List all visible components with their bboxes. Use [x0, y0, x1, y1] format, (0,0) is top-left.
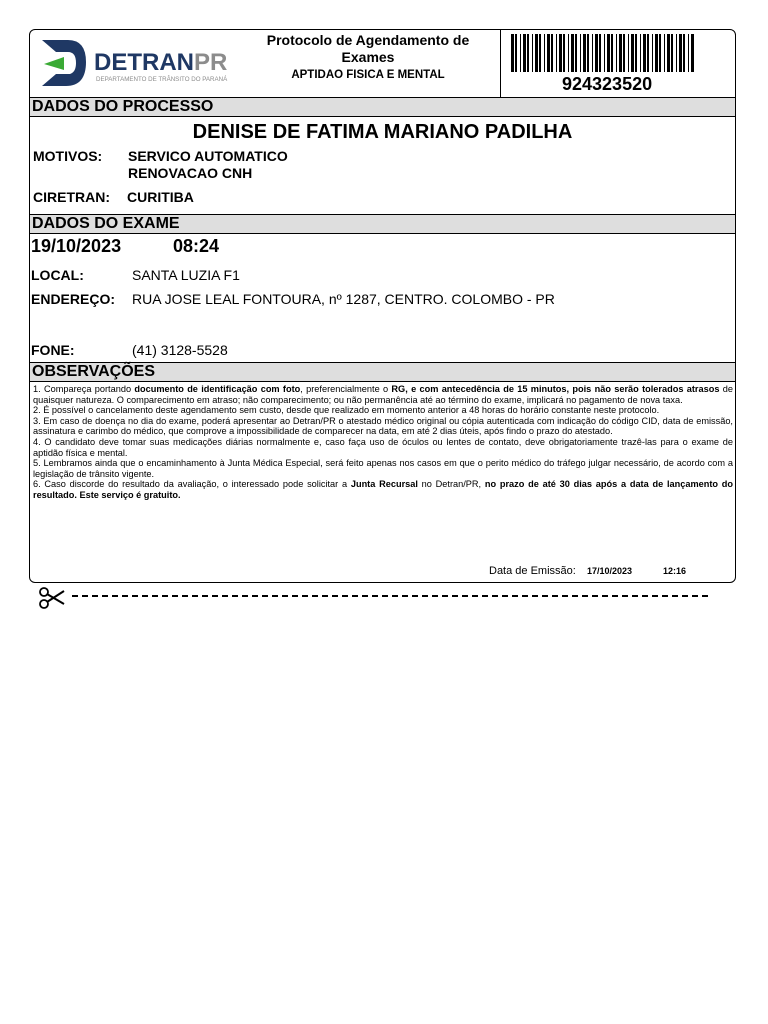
barcode-bar: [559, 34, 562, 72]
barcode-bar: [664, 34, 665, 72]
obs-item: 5. Lembramos ainda que o encaminhamento à Junta Médica Especial, será feito apenas nos casos em que o perito médico do tráfego julgar necessário, de acordo com a legislação de trânsito vigente.: [33, 458, 733, 479]
protocol-card: [29, 29, 736, 583]
local-label: LOCAL:: [31, 267, 84, 283]
barcode-bar: [583, 34, 586, 72]
barcode-bar: [556, 34, 557, 72]
barcode-bar: [623, 34, 625, 72]
barcode-bar: [691, 34, 694, 72]
barcode-bar: [551, 34, 553, 72]
barcode-bar: [667, 34, 670, 72]
barcode-bar: [640, 34, 641, 72]
barcode-bar: [655, 34, 658, 72]
barcode-bar: [568, 34, 569, 72]
fone-label: FONE:: [31, 342, 75, 358]
barcode-bar: [635, 34, 637, 72]
emissao-label: Data de Emissão:: [489, 565, 576, 577]
fone-value: (41) 3128-5528: [132, 342, 228, 358]
obs-item: 3. Em caso de doença no dia do exame, poderá apresentar ao Detran/PR o atestado médico original ou cópia autenticada com indicação do código CID, data de emissão, assinatura e carimbo do médico, que comprove a impossibilidade de comparecer na data, em até 2 dias úteis, após findo o prazo do atestado.: [33, 415, 733, 437]
barcode-bar: [587, 34, 589, 72]
barcode-bar: [520, 34, 521, 72]
barcode-bar: [604, 34, 605, 72]
barcode-bar: [544, 34, 545, 72]
barcode-bar: [631, 34, 634, 72]
barcode-bar: [532, 34, 533, 72]
obs-item: 6. Caso discorde do resultado da avaliação, o interessado pode solicitar a Junta Recursal no Detran/PR, no prazo de até 30 dias após a data de lançamento do resultado. Este serviço é gratuito.: [33, 479, 733, 500]
barcode-bar: [575, 34, 577, 72]
svg-text:DETRANPR: [94, 49, 227, 76]
barcode-bar: [599, 34, 601, 72]
local-value: SANTA LUZIA F1: [132, 267, 240, 283]
barcode-bar: [647, 34, 649, 72]
protocol-number: 924323520: [562, 74, 653, 94]
barcode-bar: [683, 34, 685, 72]
detran-logo: [40, 36, 240, 92]
barcode-bar: [595, 34, 598, 72]
section-observacoes: OBSERVAÇÕES: [30, 362, 735, 382]
barcode-bar: [611, 34, 613, 72]
exam-time: 08:24: [173, 236, 220, 256]
detran-arrow-logo-icon: [40, 36, 240, 92]
applicant-name: DENISE DE FATIMA MARIANO PADILHA: [192, 121, 573, 143]
barcode-bar: [563, 34, 565, 72]
obs-item: 1. Compareça portando documento de identificação com foto, preferencialmente o RG, e com antecedência de 15 minutos, pois não serão tolerados atrasos de quaisquer natureza. O comparecimento em atraso; não comparecimento; ou não permanência até ao término do exame, implicará no pagamento de nova taxa.: [33, 384, 733, 405]
scissors-icon: [38, 586, 68, 610]
section-dados-processo: DADOS DO PROCESSO: [30, 97, 735, 117]
endereco-label: ENDEREÇO:: [31, 291, 116, 307]
barcode-box: [500, 30, 736, 97]
barcode-bar: [607, 34, 610, 72]
section-dados-exame: DADOS DO EXAME: [30, 214, 735, 234]
exam-date: 19/10/2023: [31, 236, 122, 256]
barcode-bar: [547, 34, 550, 72]
ciretran-label: CIRETRAN:: [33, 189, 110, 205]
logo-sub: DEPARTAMENTO DE TRÂNSITO DO PARANÁ: [96, 76, 228, 83]
barcode-bar: [592, 34, 593, 72]
barcode-bar: [628, 34, 629, 72]
emissao-time: 12:16: [663, 566, 687, 576]
cut-line: [72, 595, 708, 597]
motivos-label: MOTIVOS:: [33, 148, 103, 164]
barcode-bar: [619, 34, 622, 72]
barcode-bar: [616, 34, 617, 72]
barcode-bar: [523, 34, 526, 72]
barcode-bar: [511, 34, 514, 72]
header: [30, 30, 735, 97]
logo-suffix: PR: [194, 49, 228, 76]
barcode-bar: [659, 34, 661, 72]
barcode: [511, 34, 696, 72]
barcode-bar: [671, 34, 673, 72]
emissao-date: 17/10/2023: [587, 566, 633, 576]
barcode-bar: [571, 34, 574, 72]
document-subtitle: APTIDAO FISICA E MENTAL: [291, 69, 445, 81]
barcode-bar: [679, 34, 682, 72]
document-title: Protocolo de Agendamento de Exames: [266, 32, 470, 65]
barcode-bar: [535, 34, 538, 72]
barcode-bar: [676, 34, 677, 72]
barcode-bar: [643, 34, 646, 72]
barcode-bar: [652, 34, 653, 72]
ciretran-value: CURITIBA: [127, 189, 194, 205]
endereco-value: RUA JOSE LEAL FONTOURA, nº 1287, CENTRO. COLOMBO - PR: [132, 291, 555, 307]
barcode-bar: [527, 34, 529, 72]
barcode-bar: [688, 34, 689, 72]
barcode-bar: [539, 34, 541, 72]
obs-item: 4. O candidato deve tomar suas medicações diárias normalmente e, caso faça uso de óculos ou lentes de contato, deve obrigatoriamente trazê-las para o exame de aptidão física e mental.: [33, 436, 733, 458]
observacoes-list: [33, 384, 733, 501]
motivo-item: SERVICO AUTOMATICO: [128, 148, 288, 164]
obs-item: 2. É possível o cancelamento deste agendamento sem custo, desde que realizado em momento anterior a 48 horas do horário constante neste protocolo.: [33, 405, 660, 416]
barcode-bar: [580, 34, 581, 72]
barcode-bar: [515, 34, 517, 72]
logo-text: DETRAN: [94, 49, 194, 76]
motivo-item: RENOVACAO CNH: [128, 165, 253, 181]
